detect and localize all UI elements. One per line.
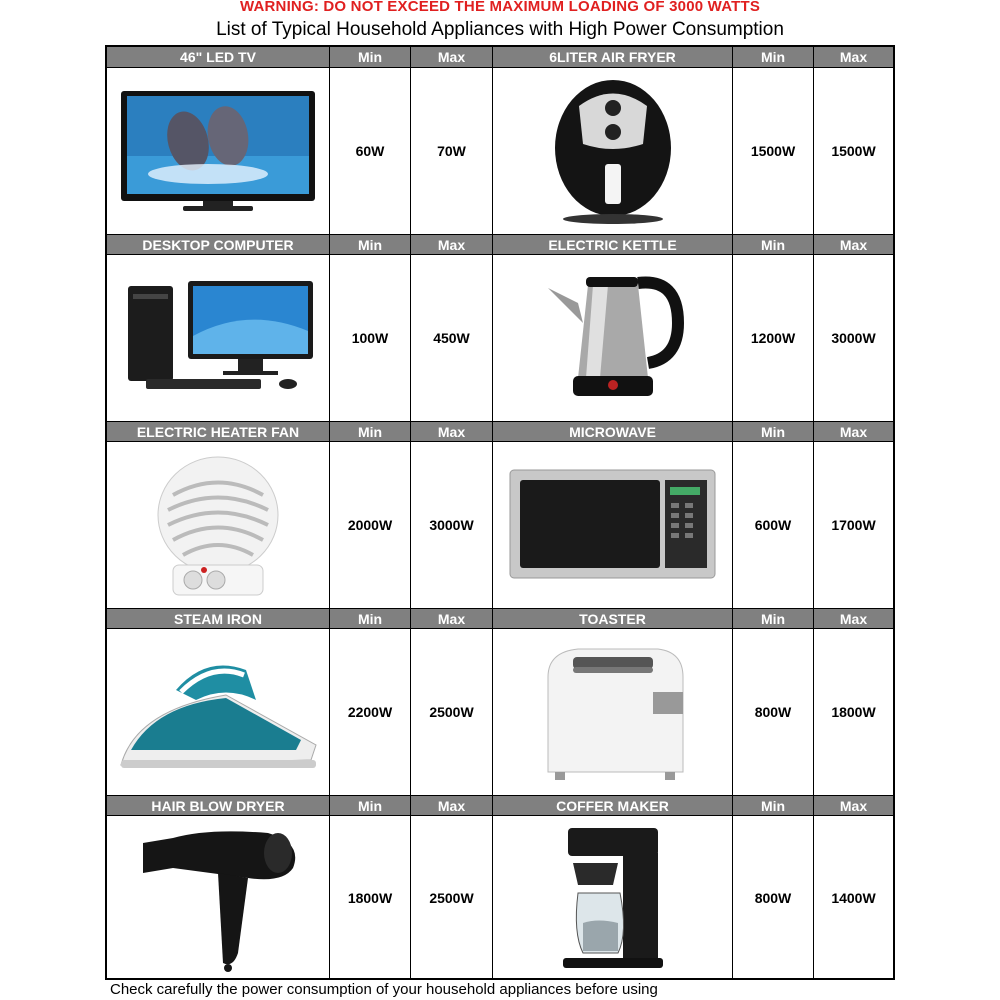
min-value: 800W	[733, 628, 814, 795]
max-header: Max	[814, 234, 893, 254]
appliance-name: ELECTRIC KETTLE	[493, 234, 733, 254]
appliance-name: STEAM IRON	[107, 608, 330, 628]
max-header: Max	[814, 795, 893, 815]
min-header: Min	[330, 795, 411, 815]
min-value: 60W	[330, 67, 411, 234]
appliance-name: TOASTER	[493, 608, 733, 628]
steam-iron-icon	[107, 628, 330, 795]
max-value: 2500W	[411, 815, 493, 980]
desktop-computer-icon	[107, 254, 330, 421]
appliance-name: HAIR BLOW DRYER	[107, 795, 330, 815]
min-header: Min	[330, 47, 411, 67]
min-header: Min	[733, 608, 814, 628]
air-fryer-icon	[493, 67, 733, 234]
toaster-icon	[493, 628, 733, 795]
electric-kettle-icon	[493, 254, 733, 421]
appliance-name: MICROWAVE	[493, 421, 733, 441]
max-header: Max	[411, 421, 493, 441]
warning-banner: WARNING: DO NOT EXCEED THE MAXIMUM LOADING OF 3000 WATTS	[239, 0, 761, 15]
microwave-icon	[493, 441, 733, 608]
min-value: 100W	[330, 254, 411, 421]
max-value: 1800W	[814, 628, 893, 795]
max-header: Max	[411, 234, 493, 254]
max-value: 1700W	[814, 441, 893, 608]
max-header: Max	[411, 47, 493, 67]
coffee-maker-icon	[493, 815, 733, 980]
min-header: Min	[733, 421, 814, 441]
min-value: 1800W	[330, 815, 411, 980]
max-header: Max	[814, 421, 893, 441]
min-header: Min	[733, 47, 814, 67]
max-value: 1500W	[814, 67, 893, 234]
footer-note: Check carefully the power consumption of your household appliances before using	[110, 981, 658, 998]
min-value: 800W	[733, 815, 814, 980]
min-value: 1500W	[733, 67, 814, 234]
max-value: 450W	[411, 254, 493, 421]
max-value: 1400W	[814, 815, 893, 980]
min-header: Min	[330, 608, 411, 628]
min-value: 1200W	[733, 254, 814, 421]
max-value: 2500W	[411, 628, 493, 795]
min-header: Min	[330, 421, 411, 441]
max-header: Max	[814, 608, 893, 628]
page-title: List of Typical Household Appliances with High Power Consumption	[216, 19, 784, 40]
led-tv-icon	[107, 67, 330, 234]
max-value: 3000W	[814, 254, 893, 421]
max-value: 70W	[411, 67, 493, 234]
min-value: 2200W	[330, 628, 411, 795]
min-value: 600W	[733, 441, 814, 608]
appliance-name: COFFER MAKER	[493, 795, 733, 815]
appliance-name: DESKTOP COMPUTER	[107, 234, 330, 254]
appliance-name: ELECTRIC HEATER FAN	[107, 421, 330, 441]
max-header: Max	[814, 47, 893, 67]
min-header: Min	[733, 795, 814, 815]
heater-fan-icon	[107, 441, 330, 608]
appliance-name: 46" LED TV	[107, 47, 330, 67]
min-header: Min	[330, 234, 411, 254]
max-header: Max	[411, 608, 493, 628]
appliance-table	[105, 45, 895, 980]
max-header: Max	[411, 795, 493, 815]
appliance-name: 6LITER AIR FRYER	[493, 47, 733, 67]
hair-dryer-icon	[107, 815, 330, 980]
max-value: 3000W	[411, 441, 493, 608]
min-value: 2000W	[330, 441, 411, 608]
min-header: Min	[733, 234, 814, 254]
